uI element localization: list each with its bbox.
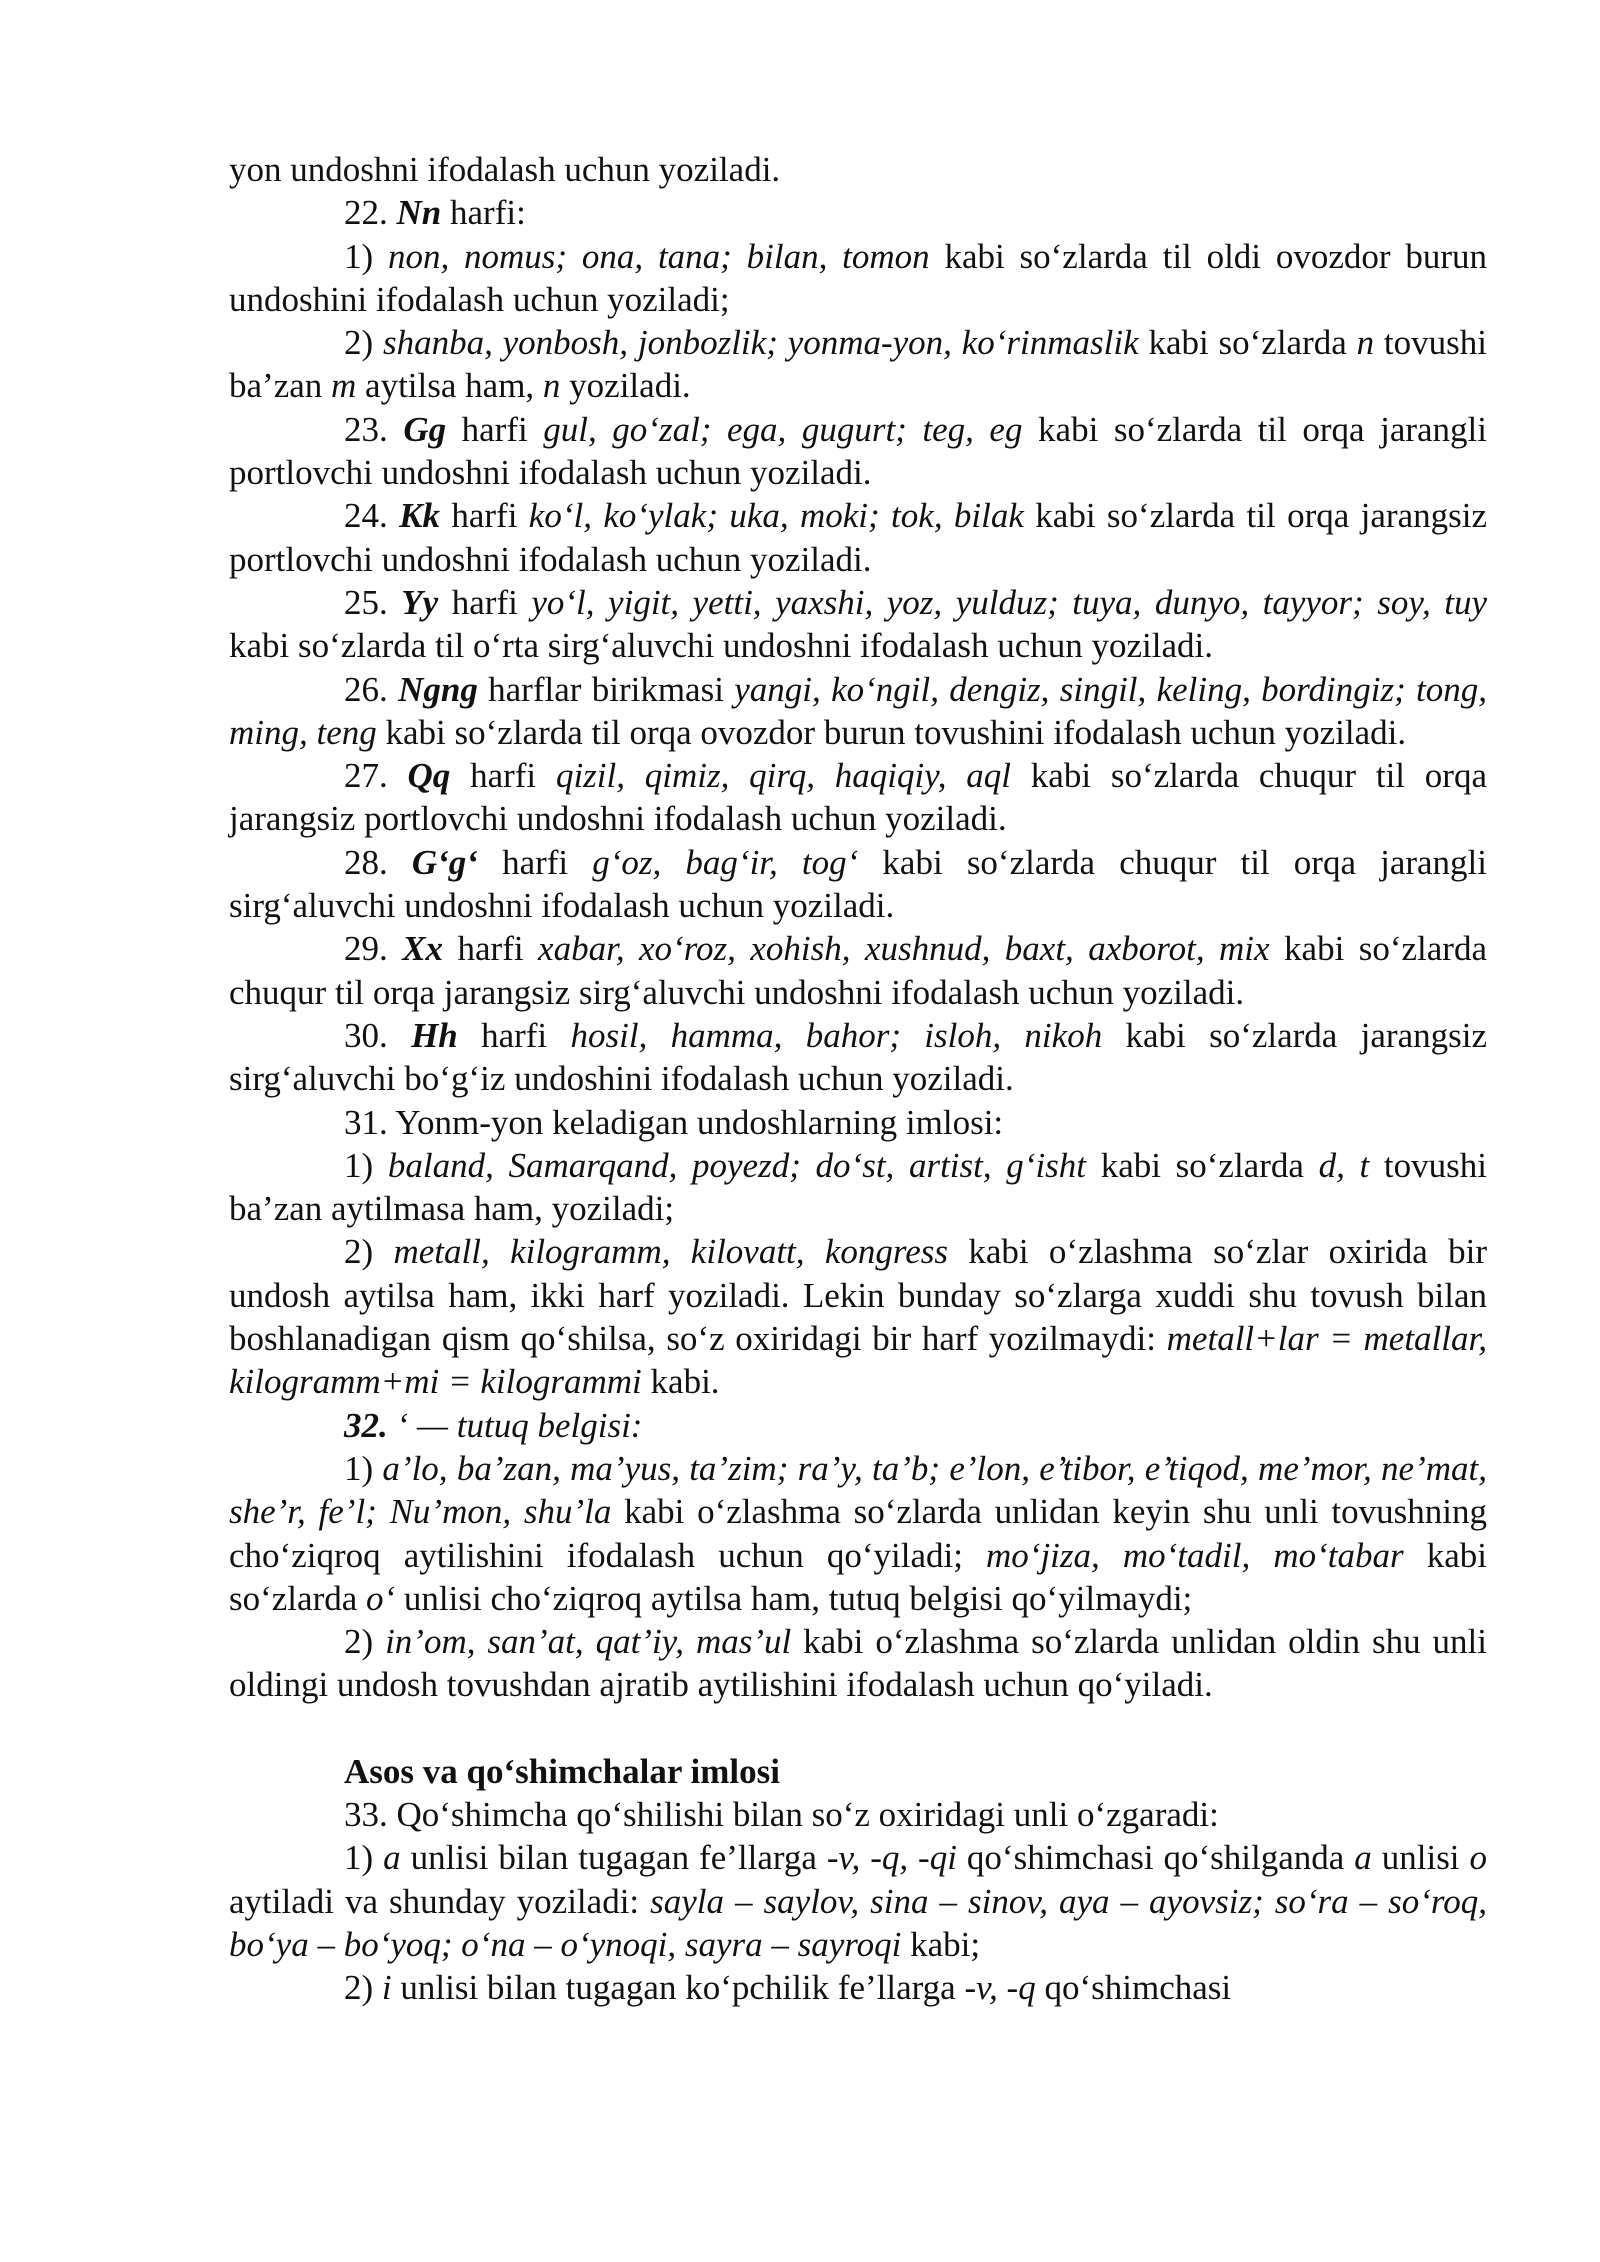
text-segment: unlisi bilan tugagan fe’llarga: [400, 1838, 827, 1878]
text-segment: aytilsa ham,: [356, 366, 543, 406]
paragraph: [229, 1230, 1487, 1403]
text-segment: 29.: [344, 929, 403, 969]
text-segment: kabi so‘zlarda chuqur til orqa jarangli sirg‘aluvchi undoshni ifodalash uchun yoziladi.: [229, 842, 1488, 926]
paragraph: [229, 1447, 1487, 1620]
text-segment: a’lo, ba’zan, ma’yus, ta’zim; ra’y, ta’b; e’lon, e’tibor, e’tiqod, me’mor, ne’mat, she’r, fe’l; Nu’mon, shu’la: [229, 1448, 1487, 1532]
text-segment: n: [1356, 323, 1375, 363]
text-segment: ‘ — tutuq belgisi:: [387, 1405, 643, 1445]
text-segment: 24.: [344, 496, 400, 536]
text-segment: kabi o‘zlashma so‘zlarda unlidan oldin shu unli oldingi undosh tovushdan ajratib aytilishini ifodalash uchun qo‘yiladi.: [229, 1622, 1488, 1705]
document-page: [229, 148, 1487, 2009]
text-segment: kabi so‘zlarda chuqur til orqa jarangsiz sirg‘aluvchi undoshni ifodalash uchun yoziladi.: [229, 929, 1487, 1012]
paragraph: [229, 321, 1487, 408]
text-segment: kabi o‘zlashma so‘zlarda unlidan keyin shu unli tovushning cho‘ziqroq aytilishini ifodalash uchun qo‘yiladi;: [229, 1492, 1487, 1575]
text-segment: qo‘shimchasi qo‘shilganda: [956, 1838, 1355, 1878]
text-segment: 22.: [344, 193, 397, 233]
text-segment: 1): [344, 1838, 384, 1878]
text-segment: 30.: [344, 1015, 412, 1055]
text-segment: kabi so‘zlarda: [1086, 1145, 1319, 1185]
text-segment: kabi so‘zlarda jarangsiz sirg‘aluvchi bo‘g‘iz undoshini ifodalash uchun yoziladi.: [229, 1015, 1487, 1099]
paragraph: [229, 191, 1487, 234]
text-segment: mo‘jiza, mo‘tadil, mo‘tabar: [986, 1535, 1404, 1575]
text-segment: i: [381, 1968, 392, 2008]
text-segment: -v, -q: [964, 1968, 1036, 2008]
text-segment: Ngng: [398, 669, 478, 709]
paragraph: [229, 754, 1487, 841]
text-segment: m: [331, 366, 357, 406]
text-segment: a: [383, 1838, 401, 1878]
text-segment: harfi: [457, 1015, 571, 1055]
text-segment: 32.: [344, 1405, 388, 1445]
paragraph: [229, 1404, 1487, 1447]
text-segment: harfi: [450, 756, 556, 796]
text-segment: Xx: [402, 929, 444, 969]
text-segment: 1): [344, 1145, 388, 1185]
text-segment: sayla – saylov, sina – sinov, aya – ayovsiz; so‘ra – so‘roq, bo‘ya – bo‘yoq; o‘na – o‘ynoqi, sayra – sayroqi: [229, 1881, 1488, 1964]
text-segment: Gg: [403, 409, 447, 449]
text-segment: kabi;: [901, 1924, 981, 1964]
text-segment: 1): [344, 236, 388, 276]
text-segment: harfi: [439, 496, 529, 536]
paragraph: [229, 927, 1487, 1014]
text-segment: shanba, yonbosh, jonbozlik; yonma-yon, ko‘rinmaslik: [382, 323, 1139, 363]
text-segment: metall+lar = metallar, kilogramm+mi = kilogrammi: [229, 1319, 1487, 1402]
text-segment: -v, -q, -qi: [826, 1838, 957, 1878]
text-segment: 25.: [344, 582, 402, 622]
text-segment: baland, Samarqand, poyezd; do‘st, artist, g‘isht: [387, 1145, 1087, 1185]
text-segment: 23.: [344, 409, 404, 449]
text-segment: Nn: [396, 193, 442, 233]
paragraph-gap: [229, 1707, 1487, 1750]
paragraph: [229, 1014, 1487, 1101]
text-segment: yoziladi.: [560, 366, 691, 406]
text-segment: tovushi ba’zan aytilmasa ham, yoziladi;: [229, 1145, 1487, 1229]
text-segment: 28.: [344, 842, 412, 882]
paragraph: [229, 1793, 1487, 1836]
text-segment: g‘oz, bag‘ir, tog‘: [592, 842, 859, 882]
text-segment: 26.: [344, 669, 399, 709]
text-segment: harflar birikmasi: [477, 669, 735, 709]
text-segment: metall, kilogramm, kilovatt, kongress: [393, 1232, 948, 1272]
paragraph: [229, 148, 1487, 191]
text-segment: qizil, qimiz, qirq, haqiqiy, aql: [555, 756, 1012, 796]
text-segment: kabi so‘zlarda til orqa ovozdor burun tovushini ifodalash uchun yoziladi.: [376, 712, 1407, 752]
text-segment: Qq: [407, 756, 451, 796]
paragraph: [229, 1966, 1487, 2009]
text-segment: d, t: [1318, 1145, 1370, 1185]
text-segment: 27.: [344, 756, 408, 796]
text-segment: gul, go‘zal; ega, gugurt; teg, eg: [543, 409, 1023, 449]
text-segment: kabi so‘zlarda: [229, 1535, 1487, 1618]
text-segment: kabi so‘zlarda chuqur til orqa jarangsiz portlovchi undoshni ifodalash uchun yoziladi.: [229, 756, 1487, 839]
text-segment: harfi: [477, 842, 593, 882]
text-segment: harfi: [443, 929, 539, 969]
text-segment: unlisi: [1371, 1838, 1470, 1878]
paragraph: [229, 1836, 1487, 1966]
paragraphs-after-heading: [229, 1793, 1487, 2009]
text-segment: unlisi bilan tugagan ko‘pchilik fe’llarga: [391, 1968, 965, 2008]
text-segment: yangi, ko‘ngil, dengiz, singil, keling, bordingiz; tong, ming, teng: [229, 669, 1488, 752]
text-segment: tovushi ba’zan: [229, 323, 1487, 406]
text-segment: o: [1469, 1838, 1487, 1878]
text-segment: non, nomus; ona, tana; bilan, tomon: [387, 236, 930, 276]
text-segment: kabi o‘zlashma so‘zlar oxirida bir undosh aytilsa ham, ikki harf yoziladi. Lekin bunday so‘zlarga xuddi shu tovush bilan boshlanadigan qism qo‘shilsa, so‘z oxiridagi bir harf yozilmaydi:: [229, 1232, 1487, 1359]
paragraph: [229, 1144, 1487, 1231]
text-segment: n: [542, 366, 561, 406]
text-segment: Yy: [401, 582, 439, 622]
text-segment: kabi so‘zlarda til o‘rta sirg‘aluvchi undoshni ifodalash uchun yoziladi.: [229, 626, 1213, 666]
text-segment: hosil, hamma, bahor; isloh, nikoh: [570, 1015, 1103, 1055]
text-segment: harfi: [446, 409, 544, 449]
paragraph: [229, 581, 1487, 668]
text-segment: aytiladi va shunday yoziladi:: [229, 1881, 651, 1921]
paragraph: [229, 1620, 1487, 1707]
text-segment: kabi so‘zlarda til oldi ovozdor burun undoshini ifodalash uchun yoziladi;: [229, 236, 1487, 319]
text-segment: in’om, san’at, qat’iy, mas’ul: [385, 1622, 792, 1662]
text-segment: harfi: [438, 582, 532, 622]
paragraphs-before-heading: [229, 148, 1487, 1707]
text-segment: 2): [344, 323, 383, 363]
text-segment: ko‘l, ko‘ylak; uka, moki; tok, bilak: [528, 496, 1024, 536]
text-segment: a: [1354, 1838, 1372, 1878]
text-segment: 2): [344, 1968, 382, 2008]
text-segment: qo‘shimchasi: [1035, 1968, 1232, 2008]
section-heading: Asos va qo‘shimchalar imlosi: [344, 1751, 780, 1791]
text-segment: yon undoshni ifodalash uchun yoziladi.: [229, 150, 781, 189]
text-segment: kabi.: [641, 1362, 720, 1402]
text-segment: Hh: [411, 1015, 458, 1055]
text-segment: 2): [344, 1232, 394, 1272]
paragraph: [229, 1101, 1487, 1144]
text-segment: unlisi cho‘ziqroq aytilsa ham, tutuq belgisi qo‘yilmaydi;: [395, 1578, 1193, 1618]
paragraph: [229, 494, 1487, 581]
text-segment: kabi so‘zlarda til orqa jarangsiz portlovchi undoshni ifodalash uchun yoziladi.: [229, 496, 1487, 579]
text-segment: 31. Yonm-yon keladigan undoshlarning imlosi:: [344, 1102, 1004, 1142]
text-segment: kabi so‘zlarda til orqa jarangli portlovchi undoshni ifodalash uchun yoziladi.: [229, 409, 1488, 493]
paragraph: [229, 841, 1487, 928]
text-segment: 33. Qo‘shimcha qo‘shilishi bilan so‘z oxiridagi unli o‘zgaradi:: [344, 1794, 1219, 1834]
text-segment: G‘g‘: [411, 842, 478, 882]
paragraph: [229, 408, 1487, 495]
paragraph: [229, 235, 1487, 322]
text-segment: harfi:: [441, 193, 526, 233]
text-segment: o‘: [366, 1578, 396, 1618]
text-segment: kabi so‘zlarda: [1138, 323, 1357, 363]
text-segment: 2): [344, 1622, 386, 1662]
text-segment: Kk: [399, 496, 440, 536]
paragraph: [229, 668, 1487, 755]
text-segment: xabar, xo‘roz, xohish, xushnud, baxt, axborot, mix: [538, 929, 1270, 969]
text-segment: yo‘l, yigit, yetti, yaxshi, yoz, yulduz; tuya, dunyo, tayyor; soy, tuy: [531, 582, 1488, 622]
text-segment: 1): [344, 1448, 383, 1488]
